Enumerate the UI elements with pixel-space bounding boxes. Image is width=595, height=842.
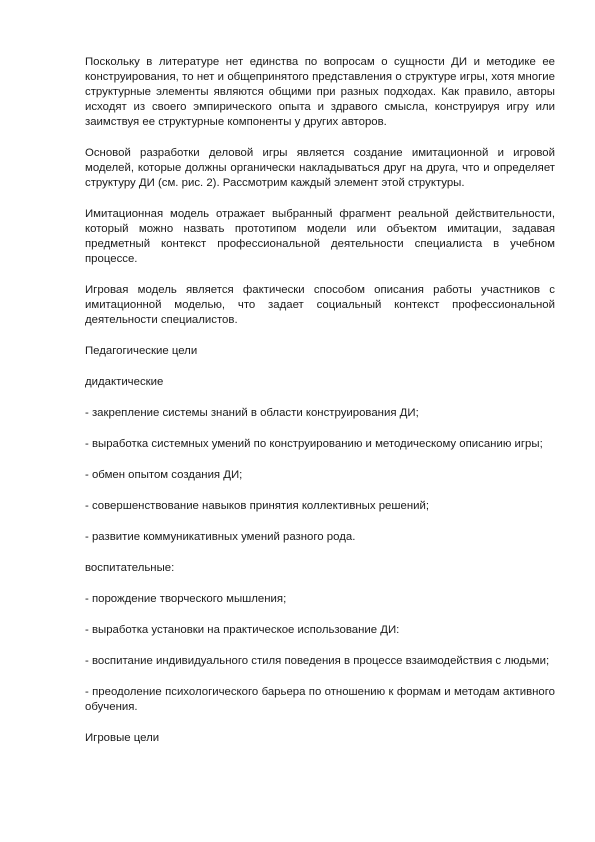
list-item-educational-3: - воспитание индивидуального стиля поведения в процессе взаимодействия с людьми; [85,655,550,667]
list-item-didactic-4: - совершенствование навыков принятия коллективных решений; [85,500,430,512]
list-item-didactic-1: - закрепление системы знаний в области конструирования ДИ; [85,407,419,419]
subheading-didactic: дидактические [85,376,164,388]
paragraph-game-model: Игровая модель является фактически способом описания работы участников с имитационной моделью, что задает социальный контекст профессиональной деятельности специалистов. [85,284,555,326]
list-item-didactic-5: - развитие коммуникативных умений разного рода. [85,531,356,543]
list-item-educational-1: - порождение творческого мышления; [85,593,287,605]
document-body [85,55,555,762]
heading-game-goals: Игровые цели [85,732,160,744]
paragraph-structure-intro: Поскольку в литературе нет единства по вопросам о сущности ДИ и методике ее конструирования, то нет и общепринятого представления о структуре игры, хотя многие структурные элементы являются общими при разных подходах. Как правило, авторы исходят из своего эмпирического опыта и здравого смысла, конструируя игру или заимствуя ее структурные компоненты у других авторов. [85,56,555,128]
list-item-educational-4: - преодоление психологического барьера по отношению к формам и методам активного обучения. [85,686,555,713]
list-item-didactic-2: - выработка системных умений по конструированию и методическому описанию игры; [85,438,543,450]
list-item-educational-2: - выработка установки на практическое использование ДИ: [85,624,400,636]
list-item-didactic-3: - обмен опытом создания ДИ; [85,469,243,481]
heading-pedagogical-goals: Педагогические цели [85,345,198,357]
subheading-educational: воспитательные: [85,562,175,574]
paragraph-game-basis: Основой разработки деловой игры является создание имитационной и игровой моделей, которые должны органически накладываться друг на друга, что и определяет структуру ДИ (см. рис. 2). Рассмотрим каждый элемент этой структуры. [85,147,555,189]
paragraph-simulation-model: Имитационная модель отражает выбранный фрагмент реальной действительности, который можно назвать прототипом модели или объектом имитации, задавая предметный контекст профессиональной деятельности специалиста в учебном процессе. [85,208,555,265]
